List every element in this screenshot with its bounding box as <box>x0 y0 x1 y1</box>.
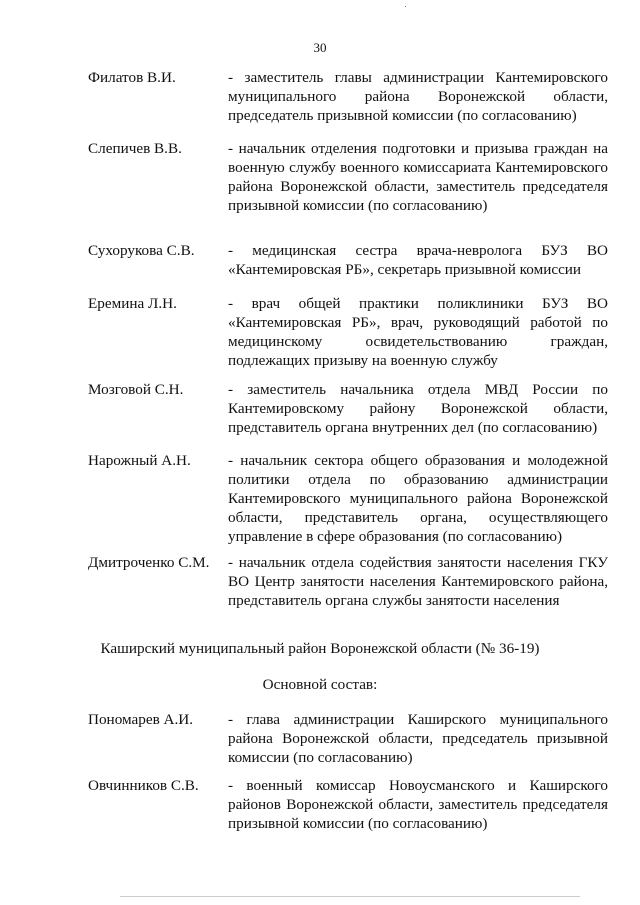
section-title: Каширский муниципальный район Воронежской области (№ 36-19) <box>100 640 540 657</box>
member-role: - врач общей практики поликлиники БУЗ ВО «Кантемировская РБ», врач, руководящий работой по медицинскому освидетельствованию граждан, подлежащих призыву на военную службу <box>228 295 608 369</box>
member-role: - начальник отделения подготовки и призыва граждан на военную службу военного комиссариата Кантемировского района Воронежской области, заместитель председателя призывной комиссии (по согласованию) <box>228 140 608 214</box>
member-role: - начальник отдела содействия занятости населения ГКУ ВО Центр занятости населения Кантемировского района, представитель органа службы занятости населения <box>228 554 608 609</box>
member-name: Пономарев А.И. <box>88 711 194 728</box>
member-role: - медицинская сестра врача-невролога БУЗ ВО «Кантемировская РБ», секретарь призывной комиссии <box>228 242 608 278</box>
member-role: - глава администрации Каширского муниципального района Воронежской области, председатель призывной комиссии (по согласованию) <box>228 711 608 766</box>
member-role: - заместитель главы администрации Кантемировского муниципального района Воронежской области, председатель призывной комиссии (по согласованию) <box>228 69 608 124</box>
member-name: Нарожный А.Н. <box>88 452 191 469</box>
member-name: Мозговой С.Н. <box>88 381 184 398</box>
member-name: Слепичев В.В. <box>88 140 182 157</box>
member-name: Сухорукова С.В. <box>88 242 195 259</box>
member-name: Дмитроченко С.М. <box>88 554 210 571</box>
member-role: - заместитель начальника отдела МВД России по Кантемировскому району Воронежской области, представитель органа внутренних дел (по согласованию) <box>228 381 608 436</box>
member-name: Еремина Л.Н. <box>88 295 177 312</box>
section-subtitle: Основной состав: <box>262 676 378 693</box>
member-name: Филатов В.И. <box>88 69 176 86</box>
member-name: Овчинников С.В. <box>88 777 199 794</box>
scan-edge-line <box>120 896 580 897</box>
scan-dot <box>405 6 406 7</box>
member-role: - военный комиссар Новоусманского и Каширского районов Воронежской области, заместитель председателя призывной комиссии (по согласованию) <box>228 777 608 832</box>
member-role: - начальник сектора общего образования и молодежной политики отдела по образованию администрации Кантемировского муниципального района Воронежской области, представитель органа, осуществляющего управление в сфере образования (по согласованию) <box>228 452 608 545</box>
page-number: 30 <box>313 40 327 55</box>
